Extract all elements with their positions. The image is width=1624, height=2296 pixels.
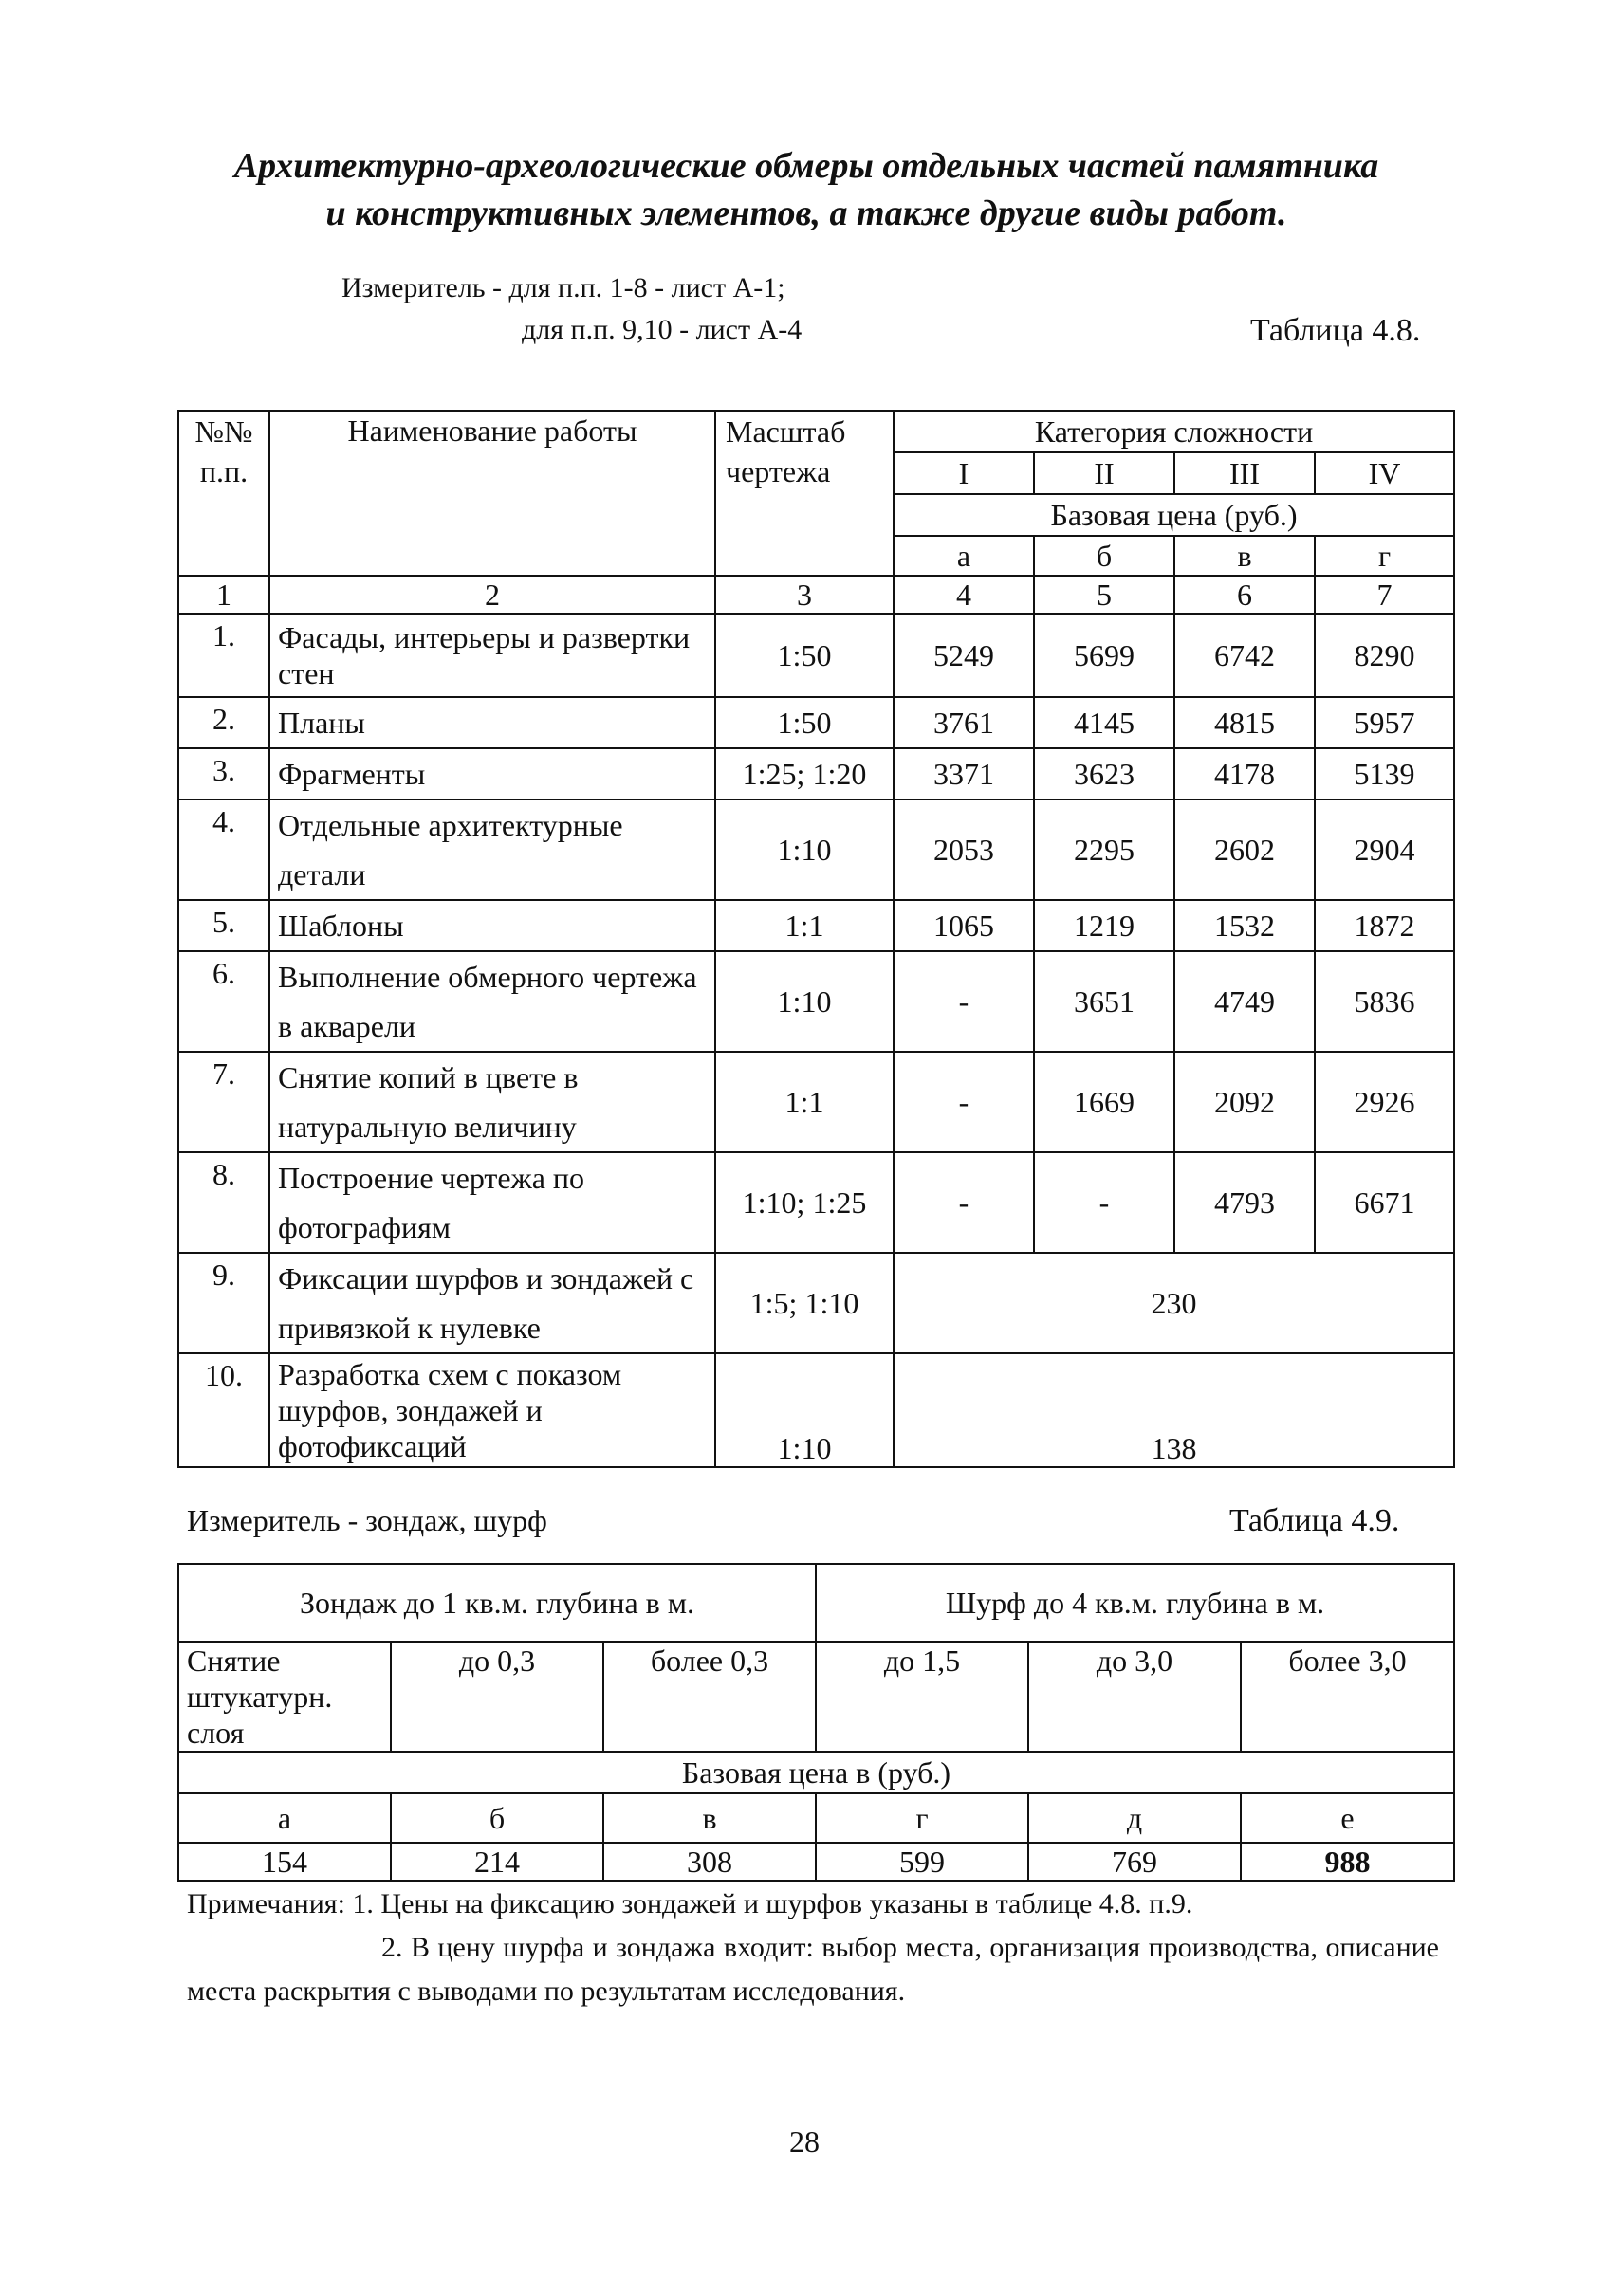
page-title xyxy=(142,142,1470,237)
row-name: Фасады, интерьеры и развертки стен xyxy=(269,614,715,697)
note-2: 2. В цену шурфа и зондажа входит: выбор места, организация производства, описание места раскрытия с выводами по результатам исследования. xyxy=(187,1932,1439,2007)
row-price-a: 3761 xyxy=(894,697,1034,748)
table48-measure-line-1: Измеритель - для п.п. 1-8 - лист А-1; xyxy=(341,272,785,303)
row-scale: 1:10 xyxy=(715,1353,894,1467)
row-scale: 1:5; 1:10 xyxy=(715,1253,894,1353)
row-price-v: 6742 xyxy=(1174,614,1315,697)
value-row xyxy=(178,1843,1454,1881)
row-price-b: 3651 xyxy=(1034,951,1174,1052)
table-row xyxy=(178,1052,1454,1152)
row-price-a: - xyxy=(894,1152,1034,1253)
note-1: Примечания: 1. Цены на фиксацию зондажей и шурфов указаны в таблице 4.8. п.9. xyxy=(187,1888,1193,1919)
row-merged-price: 230 xyxy=(894,1253,1454,1353)
col-letter: в xyxy=(603,1793,816,1843)
row-num: 9. xyxy=(178,1253,269,1353)
header-shurf-depth-3: более 3,0 xyxy=(1241,1642,1454,1752)
header-cat-II: II xyxy=(1034,452,1174,494)
row-scale: 1:10; 1:25 xyxy=(715,1152,894,1253)
row-num: 10. xyxy=(178,1353,269,1467)
col-letter: б xyxy=(391,1793,603,1843)
col-letter: е xyxy=(1241,1793,1454,1843)
price-value: 214 xyxy=(391,1843,603,1881)
row-scale: 1:10 xyxy=(715,799,894,900)
header-cat-I: I xyxy=(894,452,1034,494)
row-price-v: 2602 xyxy=(1174,799,1315,900)
row-num: 7. xyxy=(178,1052,269,1152)
table-row xyxy=(178,1152,1454,1253)
row-price-b: 1219 xyxy=(1034,900,1174,951)
row-price-g: 6671 xyxy=(1315,1152,1454,1253)
table-row xyxy=(178,951,1454,1052)
header-cat-IV: IV xyxy=(1315,452,1454,494)
row-price-b: 1669 xyxy=(1034,1052,1174,1152)
price-value: 308 xyxy=(603,1843,816,1881)
row-price-g: 8290 xyxy=(1315,614,1454,697)
row-price-b: 3623 xyxy=(1034,748,1174,799)
column-number-row xyxy=(178,576,1454,614)
header-cat-III: III xyxy=(1174,452,1315,494)
row-scale: 1:50 xyxy=(715,697,894,748)
row-price-g: 1872 xyxy=(1315,900,1454,951)
header-scale: Масштаб чертежа xyxy=(715,411,894,576)
colnum: 5 xyxy=(1034,576,1174,614)
title-line-1: Архитектурно-археологические обмеры отдельных частей памятника xyxy=(233,146,1379,186)
row-name: Планы xyxy=(269,697,715,748)
row-price-b: - xyxy=(1034,1152,1174,1253)
colnum: 2 xyxy=(269,576,715,614)
table-4-9 xyxy=(177,1563,1455,1882)
header-category: Категория сложности xyxy=(894,411,1454,452)
col-letter: г xyxy=(816,1793,1028,1843)
table48-measure xyxy=(341,267,802,351)
row-num: 4. xyxy=(178,799,269,900)
col-letter: а xyxy=(178,1793,391,1843)
table-row xyxy=(178,900,1454,951)
row-scale: 1:50 xyxy=(715,614,894,697)
price-value: 988 xyxy=(1241,1843,1454,1881)
table-row xyxy=(178,697,1454,748)
row-price-v: 2092 xyxy=(1174,1052,1315,1152)
row-price-a: 1065 xyxy=(894,900,1034,951)
table49-label: Таблица 4.9. xyxy=(1229,1503,1400,1538)
colnum: 6 xyxy=(1174,576,1315,614)
row-price-g: 2904 xyxy=(1315,799,1454,900)
row-price-v: 4178 xyxy=(1174,748,1315,799)
table48-label: Таблица 4.8. xyxy=(1250,313,1421,348)
price-value: 154 xyxy=(178,1843,391,1881)
row-scale: 1:1 xyxy=(715,1052,894,1152)
header-col-v: в xyxy=(1174,536,1315,576)
row-name: Снятие копий в цвете в натуральную величину xyxy=(269,1052,715,1152)
header-base-price: Базовая цена (руб.) xyxy=(894,494,1454,536)
row-scale: 1:25; 1:20 xyxy=(715,748,894,799)
notes xyxy=(187,1883,1439,2013)
price-value: 769 xyxy=(1028,1843,1241,1881)
header-zondazh: Зондаж до 1 кв.м. глубина в м. xyxy=(178,1564,816,1642)
col-letter: д xyxy=(1028,1793,1241,1843)
page-number: 28 xyxy=(789,2124,820,2158)
row-name: Разработка схем с показом шурфов, зондажей и фотофиксаций xyxy=(269,1353,715,1467)
header-shurf-depth-2: до 3,0 xyxy=(1028,1642,1241,1752)
table48-measure-line-2: для п.п. 9,10 - лист А-4 xyxy=(522,314,803,345)
price-value: 599 xyxy=(816,1843,1028,1881)
letter-row xyxy=(178,1793,1454,1843)
row-price-v: 1532 xyxy=(1174,900,1315,951)
header-snyatie: Снятие штукатурн. слоя xyxy=(178,1642,391,1752)
row-price-a: - xyxy=(894,1052,1034,1152)
row-name: Фрагменты xyxy=(269,748,715,799)
row-num: 3. xyxy=(178,748,269,799)
header-zondazh-depth-1: до 0,3 xyxy=(391,1642,603,1752)
header-shurf-depth-1: до 1,5 xyxy=(816,1642,1028,1752)
table49-measure: Измеритель - зондаж, шурф xyxy=(187,1503,547,1537)
header-shurf: Шурф до 4 кв.м. глубина в м. xyxy=(816,1564,1454,1642)
table-4-8 xyxy=(177,410,1455,1468)
row-name: Фиксации шурфов и зондажей с привязкой к нулевке xyxy=(269,1253,715,1353)
row-price-a: 5249 xyxy=(894,614,1034,697)
table-row xyxy=(178,748,1454,799)
row-price-g: 5139 xyxy=(1315,748,1454,799)
header-name: Наименование работы xyxy=(269,411,715,576)
row-price-v: 4815 xyxy=(1174,697,1315,748)
header-col-b: б xyxy=(1034,536,1174,576)
colnum: 1 xyxy=(178,576,269,614)
table-row xyxy=(178,1253,1454,1353)
row-price-b: 2295 xyxy=(1034,799,1174,900)
row-name: Шаблоны xyxy=(269,900,715,951)
header-zondazh-depth-2: более 0,3 xyxy=(603,1642,816,1752)
title-line-2: и конструктивных элементов, а также другие виды работ. xyxy=(325,193,1287,233)
colnum: 7 xyxy=(1315,576,1454,614)
row-price-a: 2053 xyxy=(894,799,1034,900)
table-row xyxy=(178,799,1454,900)
row-price-a: - xyxy=(894,951,1034,1052)
row-price-b: 5699 xyxy=(1034,614,1174,697)
header-col-a: а xyxy=(894,536,1034,576)
row-price-a: 3371 xyxy=(894,748,1034,799)
row-num: 6. xyxy=(178,951,269,1052)
row-price-g: 5836 xyxy=(1315,951,1454,1052)
header-col-g: г xyxy=(1315,536,1454,576)
row-num: 5. xyxy=(178,900,269,951)
header-base-price: Базовая цена в (руб.) xyxy=(178,1752,1454,1793)
row-name: Отдельные архитектурные детали xyxy=(269,799,715,900)
row-num: 8. xyxy=(178,1152,269,1253)
row-scale: 1:10 xyxy=(715,951,894,1052)
row-name: Выполнение обмерного чертежа в акварели xyxy=(269,951,715,1052)
row-merged-price: 138 xyxy=(894,1353,1454,1467)
colnum: 4 xyxy=(894,576,1034,614)
row-price-v: 4749 xyxy=(1174,951,1315,1052)
row-price-v: 4793 xyxy=(1174,1152,1315,1253)
row-name: Построение чертежа по фотографиям xyxy=(269,1152,715,1253)
row-price-b: 4145 xyxy=(1034,697,1174,748)
colnum: 3 xyxy=(715,576,894,614)
header-num: №№ п.п. xyxy=(178,411,269,576)
row-price-g: 5957 xyxy=(1315,697,1454,748)
row-scale: 1:1 xyxy=(715,900,894,951)
table-row xyxy=(178,1353,1454,1467)
row-price-g: 2926 xyxy=(1315,1052,1454,1152)
row-num: 1. xyxy=(178,614,269,697)
table-row xyxy=(178,614,1454,697)
row-num: 2. xyxy=(178,697,269,748)
